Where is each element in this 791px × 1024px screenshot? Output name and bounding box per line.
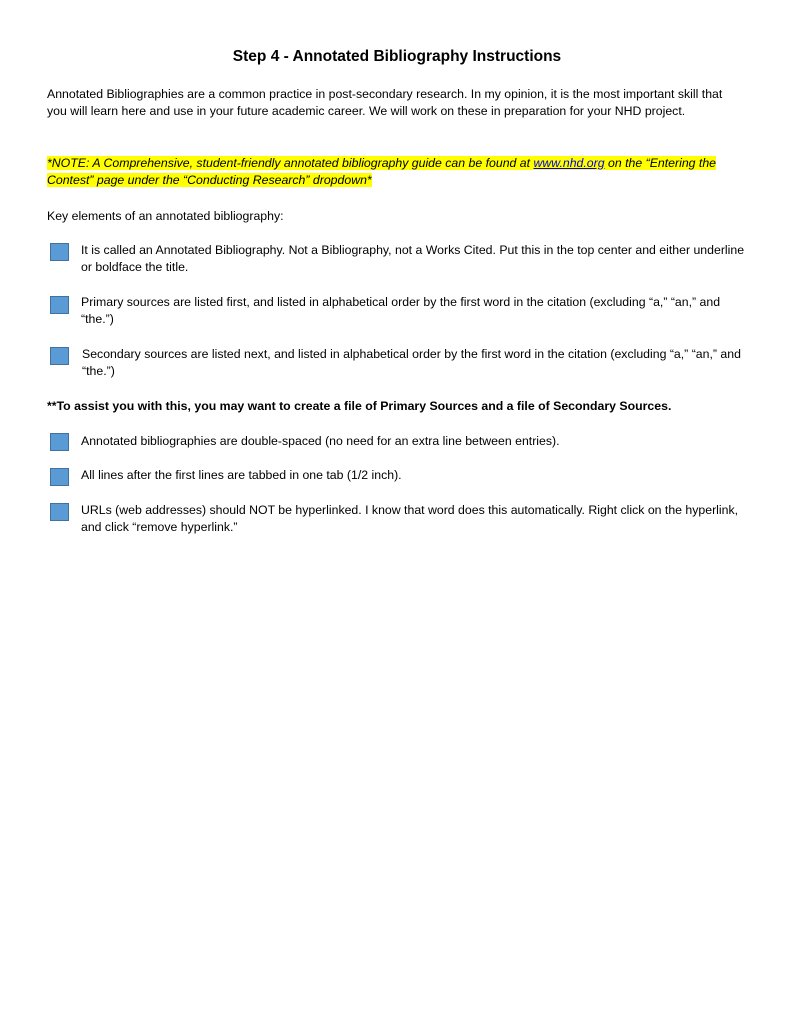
note-text-before: *NOTE: A Comprehensive, student-friendly annotated bibliography guide can be found at: [47, 156, 534, 170]
checkbox-square-icon: [50, 468, 69, 486]
list-item-text: URLs (web addresses) should NOT be hyperlinked. I know that word does this automatically. Right click on the hyperlink, and click “remove hyperlink.”: [81, 503, 739, 535]
checkbox-square-icon: [50, 503, 69, 521]
note-paragraph: [47, 155, 747, 190]
checkbox-square-icon: [50, 296, 69, 314]
list-item-text: It is called an Annotated Bibliography. Not a Bibliography, not a Works Cited. Put this in the top center and either underline or boldface the title.: [81, 243, 745, 275]
checkbox-square-icon: [50, 243, 69, 261]
document-title: Step 4 - Annotated Bibliography Instructions: [232, 48, 562, 65]
tip-paragraph: **To assist you with this, you may want to create a file of Primary Sources and a file of Secondary Sources.: [47, 399, 672, 413]
nhd-link[interactable]: www.nhd.org: [533, 156, 605, 170]
list-item-text: Secondary sources are listed next, and listed in alphabetical order by the first word in the citation (excluding “a,” “an,” and “the.”): [82, 347, 741, 379]
intro-paragraph: Annotated Bibliographies are a common practice in post-secondary research. In my opinion, it is the most important skill that you will learn here and use in your future academic career. We will work on these in preparation for your NHD project.: [47, 87, 723, 119]
checkbox-square-icon: [50, 433, 69, 451]
key-elements-heading: Key elements of an annotated bibliography:: [47, 209, 284, 223]
list-item-text: Annotated bibliographies are double-spaced (no need for an extra line between entries).: [81, 434, 560, 448]
note-text-after: on the “Entering the Contest” page under the “Conducting Research” dropdown*: [47, 156, 717, 188]
note-highlight: [47, 156, 716, 187]
list-item-text: Primary sources are listed first, and listed in alphabetical order by the first word in the citation (excluding “a,” “an,” and “the.”): [81, 295, 721, 327]
list-item-text: All lines after the first lines are tabbed in one tab (1/2 inch).: [81, 468, 402, 482]
checkbox-square-icon: [50, 347, 69, 365]
